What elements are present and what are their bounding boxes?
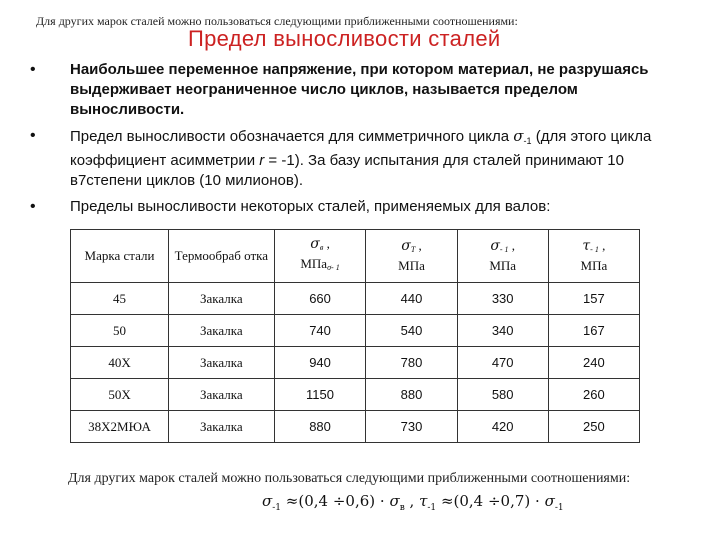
cell-value: 940 <box>274 347 366 379</box>
bullet-text: Пределы выносливости некоторых сталей, применяемых для валов: <box>70 198 551 215</box>
bottom-note: Для других марок сталей можно пользоваться следующими приближенными соотношениями: <box>68 471 631 486</box>
sigma-symbol: σ <box>513 127 524 145</box>
bullet-dot: • <box>30 198 36 215</box>
cell-grade: 40Х <box>71 347 169 379</box>
cell-grade: 38Х2МЮА <box>71 411 169 443</box>
bullet-text: Наибольшее переменное напряжение, при котором материал, не разрушаясь выдерживает неограниченное число циклов, называется пределом выносливости. <box>70 61 649 118</box>
subscript: в <box>319 243 324 252</box>
subscript: -1 <box>523 136 532 146</box>
table-row <box>71 411 640 443</box>
cell-treatment: Закалка <box>169 315 275 347</box>
bullet-table-intro <box>30 197 690 217</box>
cell-value: 730 <box>366 411 457 443</box>
comma: , <box>511 238 516 253</box>
tau-symbol: τ <box>582 238 591 254</box>
table-row <box>71 379 640 411</box>
cell-value: 157 <box>548 283 639 315</box>
cell-value: 540 <box>366 315 457 347</box>
sigma-symbol: σ <box>389 492 400 510</box>
subscript: -1 <box>272 503 282 513</box>
comma: , <box>602 238 606 253</box>
cell-value: 780 <box>366 347 457 379</box>
formula-separator: , <box>404 492 420 510</box>
header-steel-grade: Марка стали <box>71 230 169 283</box>
bullet-list <box>30 60 690 223</box>
formula-relation: ≈(0,4 ÷0,7) · <box>436 492 545 510</box>
subscript: -1 <box>554 503 564 513</box>
formula-relation: ≈(0,4 ÷0,6) · <box>281 492 390 510</box>
tau-symbol: τ <box>419 492 428 510</box>
sigma-symbol: σ <box>401 238 411 254</box>
bullet-notation <box>30 126 690 191</box>
subscript: - 1 <box>590 245 599 254</box>
cell-grade: 50 <box>71 315 169 347</box>
endurance-table <box>70 229 640 443</box>
approximation-formula <box>262 492 564 513</box>
subscript: T <box>410 245 416 254</box>
table-row <box>71 347 640 379</box>
sigma-symbol: σ <box>327 263 332 272</box>
unit: МПа <box>489 258 517 273</box>
header-tau-minus-1 <box>548 230 639 283</box>
cell-value: 470 <box>457 347 548 379</box>
cell-value: 580 <box>457 379 548 411</box>
bullet-dot: • <box>30 61 36 78</box>
table-row <box>71 283 640 315</box>
cell-grade: 50Х <box>71 379 169 411</box>
unit: МПа <box>398 258 425 273</box>
cell-value: 440 <box>366 283 457 315</box>
cell-value: 250 <box>548 411 639 443</box>
cell-value: 740 <box>274 315 366 347</box>
header-heat-treatment: Термообраб отка <box>169 230 275 283</box>
sigma-symbol: σ <box>310 236 320 252</box>
unit: МПа <box>300 256 328 271</box>
sigma-symbol: σ <box>490 238 500 254</box>
top-note: Для других марок сталей можно пользоваться следующими приближенными соотношениями: <box>36 14 518 28</box>
subscript: -1 <box>427 503 437 513</box>
endurance-table-wrap <box>70 229 640 439</box>
comma: , <box>418 238 422 253</box>
table-row <box>71 315 640 347</box>
cell-value: 240 <box>548 347 639 379</box>
subscript: в <box>399 503 405 513</box>
cell-value: 330 <box>457 283 548 315</box>
subscript: - 1 <box>499 245 509 254</box>
cell-value: 420 <box>457 411 548 443</box>
subscript: - 1 <box>331 263 340 272</box>
cell-value: 340 <box>457 315 548 347</box>
cell-value: 1150 <box>274 379 366 411</box>
cell-grade: 45 <box>71 283 169 315</box>
slide-title: Предел выносливости сталей <box>188 26 501 51</box>
cell-value: 167 <box>548 315 639 347</box>
bullet-definition <box>30 60 690 120</box>
comma: , <box>326 236 330 251</box>
cell-value: 660 <box>274 283 366 315</box>
cell-value: 880 <box>274 411 366 443</box>
cell-treatment: Закалка <box>169 379 275 411</box>
bullet-text-part: (для этого цикла коэффициент асимметрии <box>70 128 652 169</box>
cell-treatment: Закалка <box>169 411 275 443</box>
sigma-symbol: σ <box>262 492 273 510</box>
bullet-text-part: Предел выносливости обозначается для симметричного цикла <box>70 128 514 145</box>
bullet-text <box>70 126 690 191</box>
bullet-dot: • <box>30 127 36 144</box>
header-sigma-t <box>366 230 457 283</box>
r-symbol: r <box>259 152 265 169</box>
cell-value: 880 <box>366 379 457 411</box>
sigma-symbol: σ <box>544 492 555 510</box>
header-sigma-minus-1 <box>457 230 548 283</box>
header-sigma-b <box>274 230 366 283</box>
unit: МПа <box>580 258 608 273</box>
cell-treatment: Закалка <box>169 283 275 315</box>
cell-value: 260 <box>548 379 639 411</box>
bullet-text-part: = -1). За базу испытания для сталей принимают 10 в7степени циклов (10 милионов). <box>70 152 624 189</box>
cell-treatment: Закалка <box>169 347 275 379</box>
table-header-row <box>71 230 640 283</box>
